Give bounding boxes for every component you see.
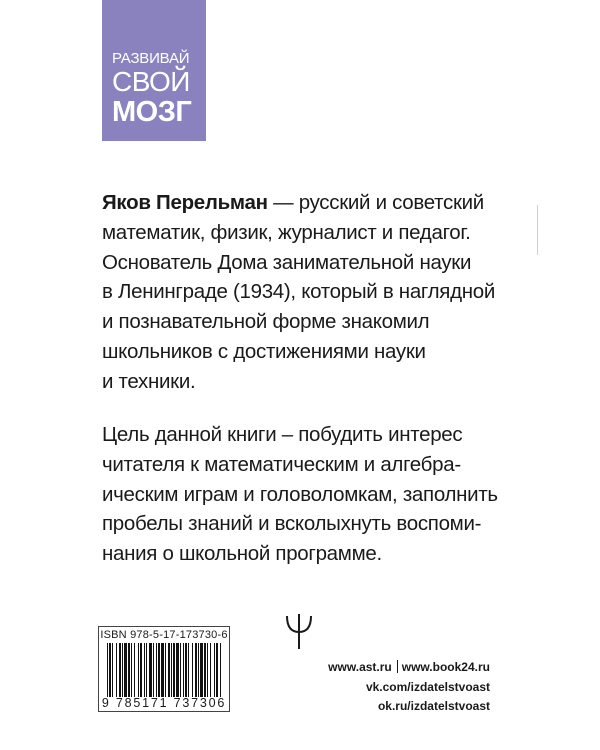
series-badge-line-1: РАЗВИВАЙ xyxy=(112,50,190,67)
psi-logo-icon xyxy=(284,612,314,650)
paragraph-line: нания о школьной программе. xyxy=(102,542,382,566)
barcode-digits: 9 785171 737306 xyxy=(101,696,227,710)
paragraph-line: Основатель Дома занимательной науки xyxy=(102,250,472,274)
paragraph-line: Цель данной книги – побудить интерес xyxy=(102,423,463,446)
isbn-label: ISBN 978-5-17-173730-6 xyxy=(100,629,228,641)
author-paragraph xyxy=(102,188,542,397)
author-name: Яков Перельман xyxy=(102,191,268,214)
paragraph-line: и познавательной форме знакомил xyxy=(102,310,430,334)
barcode-bars xyxy=(107,643,221,697)
barcode-block xyxy=(98,626,230,712)
paragraph-line xyxy=(102,188,542,218)
ast-site-link[interactable]: www.ast.ru xyxy=(328,660,392,674)
publisher-links xyxy=(255,658,490,717)
series-badge-line-3: МОЗГ xyxy=(112,96,192,128)
paragraph-line-text: — русский и советский xyxy=(267,191,484,214)
links-row-sites xyxy=(255,658,490,678)
ok-link[interactable]: ok.ru/izdatelstvoast xyxy=(377,699,490,713)
book24-site-link[interactable]: www.book24.ru xyxy=(401,660,490,674)
vk-link[interactable]: vk.com/izdatelstvoast xyxy=(365,679,490,694)
series-badge xyxy=(102,0,206,141)
paragraph-line: школьников с достижениями науки xyxy=(102,339,426,363)
paragraph-line: читателя к математическим и алгебра- xyxy=(102,452,461,476)
paragraph-line: пробелы знаний и всколыхнуть воспоми- xyxy=(102,512,482,536)
paragraph-line: и техники. xyxy=(102,369,196,393)
series-badge-line-2: СВОЙ xyxy=(112,66,190,97)
paragraph-line: в Ленинграде (1934), который в наглядной xyxy=(102,280,496,304)
link-separator xyxy=(397,660,398,673)
purpose-paragraph xyxy=(102,420,542,569)
paragraph-line: ическим играм и головоломкам, заполнить xyxy=(102,482,498,506)
edge-divider xyxy=(537,205,538,255)
paragraph-line: математик, физик, журналист и педагог. xyxy=(102,220,471,244)
